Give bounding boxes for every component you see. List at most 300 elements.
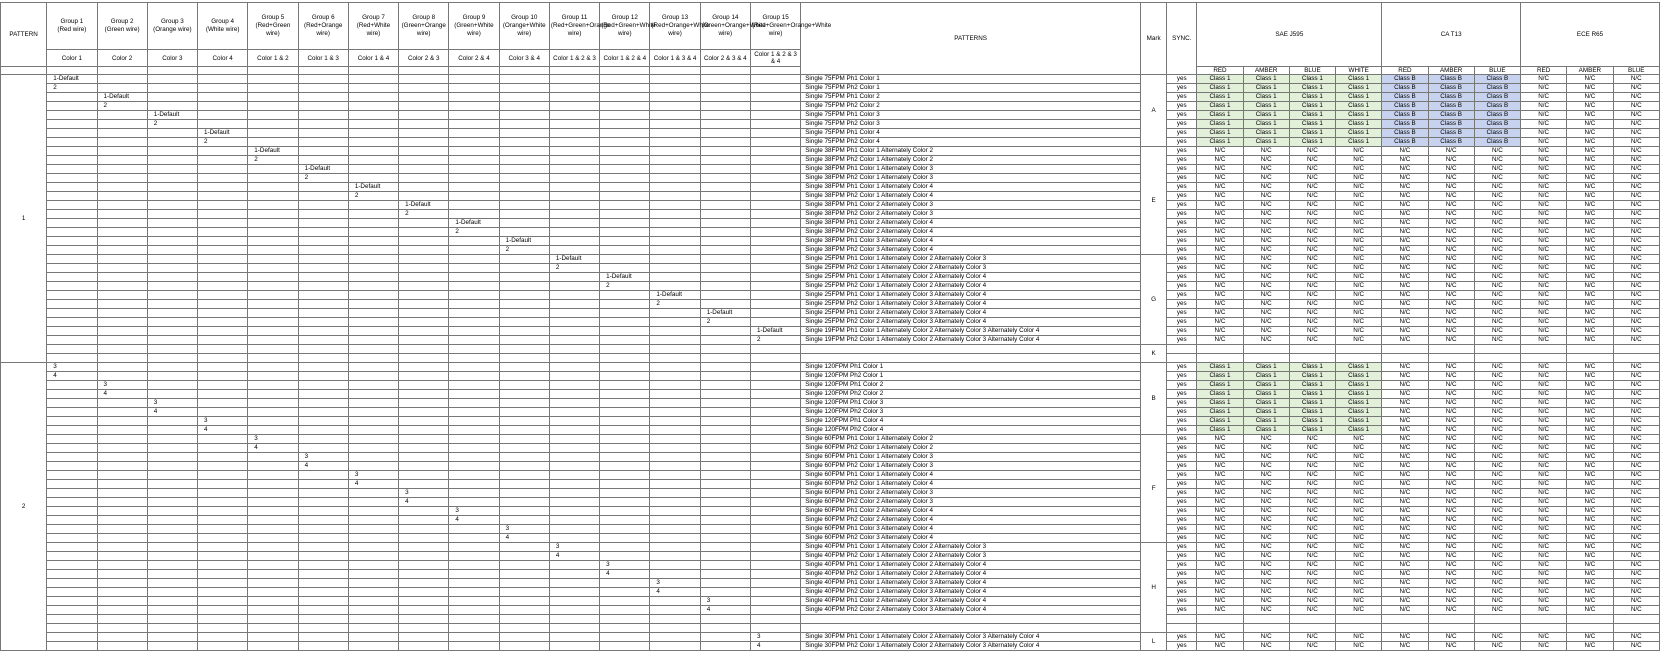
group-cell xyxy=(499,417,549,426)
pattern-description: Single 60FPM Ph1 Color 3 Alternately Color 4 xyxy=(801,525,1141,534)
group-cell xyxy=(449,390,499,399)
group-cell xyxy=(700,570,750,579)
mark-letter: B xyxy=(1141,363,1167,435)
group-cell xyxy=(399,507,449,516)
group-cell xyxy=(600,219,650,228)
group-cell xyxy=(750,183,800,192)
group-cell xyxy=(97,498,147,507)
compliance-value: N/C xyxy=(1382,300,1428,309)
group-cell xyxy=(499,462,549,471)
compliance-value: N/C xyxy=(1474,606,1520,615)
compliance-value: Class 1 xyxy=(1289,390,1335,399)
group-cell xyxy=(298,255,348,264)
group-cell xyxy=(198,516,248,525)
compliance-value: N/C xyxy=(1428,453,1474,462)
group-cell xyxy=(449,129,499,138)
group-cell xyxy=(248,363,298,372)
group-cell xyxy=(399,453,449,462)
compliance-value: N/C xyxy=(1336,435,1382,444)
group-cell xyxy=(750,228,800,237)
compliance-value xyxy=(1521,624,1567,633)
group-cell xyxy=(600,408,650,417)
group-title: Group 10 xyxy=(511,14,538,21)
group-cell xyxy=(499,435,549,444)
group-cell xyxy=(499,282,549,291)
group-cell xyxy=(298,183,348,192)
group-cell xyxy=(449,147,499,156)
group-cell xyxy=(198,606,248,615)
compliance-value: N/C xyxy=(1289,561,1335,570)
compliance-value xyxy=(1474,624,1520,633)
group-cell xyxy=(750,615,800,624)
compliance-value: N/C xyxy=(1382,408,1428,417)
group-cell xyxy=(47,129,97,138)
group-cell xyxy=(549,363,599,372)
group-cell xyxy=(700,552,750,561)
group-cell xyxy=(348,102,398,111)
group-cell xyxy=(549,156,599,165)
group-cell xyxy=(750,147,800,156)
group-cell xyxy=(700,354,750,363)
compliance-value: N/C xyxy=(1382,597,1428,606)
compliance-value: N/C xyxy=(1521,255,1567,264)
group-title: Group 6 xyxy=(311,14,335,21)
sync-value: yes xyxy=(1167,543,1197,552)
group-spacer xyxy=(549,67,599,75)
compliance-value: Class 1 xyxy=(1336,426,1382,435)
group-cell xyxy=(600,642,650,651)
group-cell xyxy=(97,516,147,525)
group-cell xyxy=(97,525,147,534)
compliance-value: N/C xyxy=(1382,165,1428,174)
group-cell xyxy=(198,444,248,453)
compliance-value: N/C xyxy=(1567,516,1613,525)
pattern-spacer xyxy=(1,67,47,75)
compliance-value: N/C xyxy=(1289,534,1335,543)
table-row xyxy=(1,498,1660,507)
group-cell xyxy=(700,615,750,624)
pattern-description xyxy=(801,615,1141,624)
group-header xyxy=(600,3,656,50)
group-cell xyxy=(499,570,549,579)
group-cell xyxy=(750,390,800,399)
compliance-value: N/C xyxy=(1428,498,1474,507)
table-row xyxy=(1,174,1660,183)
group-cell: 2 xyxy=(650,300,700,309)
group-spacer xyxy=(499,67,549,75)
group-cell xyxy=(750,552,800,561)
group-cell xyxy=(348,210,398,219)
group-cell xyxy=(399,606,449,615)
compliance-value: N/C xyxy=(1243,327,1289,336)
group-cell xyxy=(248,507,298,516)
compliance-value: N/C xyxy=(1197,246,1243,255)
group-cell xyxy=(650,417,700,426)
sync-value: yes xyxy=(1167,255,1197,264)
group-cell xyxy=(449,75,499,84)
compliance-value: N/C xyxy=(1567,570,1613,579)
group-cell xyxy=(650,354,700,363)
group-cell xyxy=(97,327,147,336)
group-cell xyxy=(248,354,298,363)
compliance-value: N/C xyxy=(1521,210,1567,219)
group-cell xyxy=(147,255,197,264)
compliance-value: N/C xyxy=(1336,228,1382,237)
group-cell xyxy=(298,363,348,372)
compliance-value: Class B xyxy=(1474,102,1520,111)
compliance-value: N/C xyxy=(1428,408,1474,417)
group-cell xyxy=(298,156,348,165)
group-cell xyxy=(147,300,197,309)
compliance-value: Class B xyxy=(1474,120,1520,129)
sync-value: yes xyxy=(1167,291,1197,300)
compliance-value: N/C xyxy=(1197,579,1243,588)
group-cell xyxy=(47,417,97,426)
pattern-description: Single 38FPM Ph2 Color 1 Alternately Color 3 xyxy=(801,174,1141,183)
sync-value: yes xyxy=(1167,192,1197,201)
compliance-value: Class B xyxy=(1428,111,1474,120)
group-cell xyxy=(650,552,700,561)
sync-value: yes xyxy=(1167,453,1197,462)
pattern-description: Single 75FPM Ph1 Color 1 xyxy=(801,75,1141,84)
compliance-value: N/C xyxy=(1567,372,1613,381)
group-wire: (Red+Green+Orange+White wire) xyxy=(751,22,832,37)
group-wire: (Orange wire) xyxy=(153,26,192,33)
group-cell xyxy=(449,417,499,426)
mark-letter: H xyxy=(1141,543,1167,633)
group-cell: 3 xyxy=(399,489,449,498)
group-wire: (Orange+White wire) xyxy=(502,22,546,37)
pattern-description: Single 60FPM Ph2 Color 2 Alternately Color 3 xyxy=(801,498,1141,507)
compliance-value: N/C xyxy=(1567,147,1613,156)
group-cell xyxy=(298,507,348,516)
group-cell xyxy=(298,390,348,399)
group-cell xyxy=(600,489,650,498)
group-cell xyxy=(248,534,298,543)
compliance-value: N/C xyxy=(1521,606,1567,615)
group-cell xyxy=(348,633,398,642)
group-cell xyxy=(700,399,750,408)
pattern-description: Single 25FPM Ph2 Color 1 Alternately Color 2 Alternately Color 3 xyxy=(801,264,1141,273)
group-cell xyxy=(549,471,599,480)
compliance-value: N/C xyxy=(1474,147,1520,156)
sync-value: yes xyxy=(1167,246,1197,255)
group-cell xyxy=(97,426,147,435)
compliance-value: N/C xyxy=(1382,183,1428,192)
group-cell xyxy=(650,120,700,129)
group-cell xyxy=(600,426,650,435)
group-cell xyxy=(399,552,449,561)
sync-value: yes xyxy=(1167,633,1197,642)
compliance-value: N/C xyxy=(1289,543,1335,552)
group-cell xyxy=(248,165,298,174)
group-cell xyxy=(97,282,147,291)
compliance-value: N/C xyxy=(1613,156,1660,165)
compliance-value: N/C xyxy=(1382,435,1428,444)
group-cell xyxy=(499,291,549,300)
group-cell xyxy=(248,462,298,471)
group-cell xyxy=(700,471,750,480)
group-cell xyxy=(97,120,147,129)
table-row xyxy=(1,354,1660,363)
group-cell xyxy=(650,147,700,156)
group-cell xyxy=(499,336,549,345)
group-cell xyxy=(499,543,549,552)
compliance-value: N/C xyxy=(1613,183,1660,192)
compliance-value: N/C xyxy=(1521,642,1567,651)
group-cell xyxy=(298,120,348,129)
compliance-value: N/C xyxy=(1243,489,1289,498)
group-cell xyxy=(650,219,700,228)
group-cell xyxy=(248,381,298,390)
compliance-value: N/C xyxy=(1567,606,1613,615)
compliance-value: Class 1 xyxy=(1243,129,1289,138)
compliance-value: N/C xyxy=(1613,561,1660,570)
compliance-value: N/C xyxy=(1613,534,1660,543)
table-row xyxy=(1,390,1660,399)
table-row xyxy=(1,264,1660,273)
group-cell xyxy=(549,498,599,507)
group-cell: 4 xyxy=(97,390,147,399)
compliance-value: N/C xyxy=(1243,210,1289,219)
compliance-value: N/C xyxy=(1428,237,1474,246)
compliance-value: N/C xyxy=(1197,237,1243,246)
group-cell xyxy=(650,192,700,201)
group-cell xyxy=(750,174,800,183)
group-cell xyxy=(600,93,650,102)
group-cell xyxy=(248,615,298,624)
compliance-value: N/C xyxy=(1474,507,1520,516)
table-row xyxy=(1,318,1660,327)
standard-color-header: WHITE xyxy=(1336,67,1382,75)
compliance-value: N/C xyxy=(1197,255,1243,264)
group-wire: (Red+White wire) xyxy=(356,22,391,37)
group-cell xyxy=(600,246,650,255)
compliance-value: N/C xyxy=(1336,633,1382,642)
group-cell xyxy=(147,201,197,210)
group-cell xyxy=(399,174,449,183)
group-cell xyxy=(499,507,549,516)
group-cell xyxy=(147,246,197,255)
sync-value: yes xyxy=(1167,498,1197,507)
compliance-value: Class 1 xyxy=(1243,381,1289,390)
compliance-value: N/C xyxy=(1428,633,1474,642)
group-cell xyxy=(700,426,750,435)
compliance-value: N/C xyxy=(1428,291,1474,300)
group-cell xyxy=(348,264,398,273)
group-cell xyxy=(198,462,248,471)
compliance-value: N/C xyxy=(1197,309,1243,318)
group-cell xyxy=(348,354,398,363)
group-cell xyxy=(650,327,700,336)
group-cell xyxy=(449,399,499,408)
compliance-value: N/C xyxy=(1382,633,1428,642)
group-cell xyxy=(449,435,499,444)
compliance-value: N/C xyxy=(1197,597,1243,606)
group-cell xyxy=(449,120,499,129)
compliance-value: N/C xyxy=(1289,633,1335,642)
group-cell xyxy=(47,624,97,633)
group-spacer xyxy=(348,67,398,75)
compliance-value: N/C xyxy=(1243,156,1289,165)
group-cell xyxy=(348,606,398,615)
group-cell xyxy=(499,390,549,399)
table-row xyxy=(1,165,1660,174)
group-cell xyxy=(248,426,298,435)
group-cell xyxy=(549,147,599,156)
group-cell xyxy=(750,444,800,453)
compliance-value: N/C xyxy=(1567,462,1613,471)
compliance-value: Class 1 xyxy=(1243,372,1289,381)
compliance-value: Class 1 xyxy=(1197,426,1243,435)
sync-value: yes xyxy=(1167,84,1197,93)
group-cell xyxy=(549,192,599,201)
mark-letter: E xyxy=(1141,147,1167,255)
group-cell xyxy=(147,147,197,156)
compliance-value: N/C xyxy=(1613,273,1660,282)
compliance-value: N/C xyxy=(1474,372,1520,381)
table-row xyxy=(1,255,1660,264)
group-cell xyxy=(198,534,248,543)
compliance-value: N/C xyxy=(1382,237,1428,246)
group-spacer xyxy=(147,67,197,75)
group-cell xyxy=(399,543,449,552)
compliance-value: N/C xyxy=(1474,291,1520,300)
group-cell xyxy=(97,75,147,84)
group-cell xyxy=(248,417,298,426)
group-cell xyxy=(600,309,650,318)
group-cell xyxy=(47,381,97,390)
compliance-value: Class 1 xyxy=(1336,390,1382,399)
group-cell xyxy=(147,93,197,102)
compliance-value: N/C xyxy=(1474,174,1520,183)
compliance-value: N/C xyxy=(1567,633,1613,642)
compliance-value: N/C xyxy=(1521,318,1567,327)
group-cell xyxy=(549,642,599,651)
group-cell xyxy=(47,264,97,273)
compliance-value: N/C xyxy=(1289,147,1335,156)
compliance-value: N/C xyxy=(1428,363,1474,372)
compliance-value: N/C xyxy=(1567,282,1613,291)
group-cell xyxy=(499,219,549,228)
compliance-value: N/C xyxy=(1289,570,1335,579)
compliance-value: N/C xyxy=(1567,237,1613,246)
sync-value: yes xyxy=(1167,588,1197,597)
group-cell xyxy=(449,426,499,435)
compliance-value: N/C xyxy=(1197,444,1243,453)
group-cell xyxy=(147,453,197,462)
group-cell xyxy=(449,534,499,543)
pattern-description: Single 60FPM Ph2 Color 1 Alternately Color 3 xyxy=(801,462,1141,471)
group-cell xyxy=(449,408,499,417)
group-cell xyxy=(650,453,700,462)
group-cell xyxy=(499,165,549,174)
group-cell xyxy=(298,138,348,147)
group-cell xyxy=(97,129,147,138)
group-cell xyxy=(750,93,800,102)
compliance-value: N/C xyxy=(1521,309,1567,318)
compliance-value: N/C xyxy=(1613,318,1660,327)
group-cell xyxy=(399,156,449,165)
group-cell xyxy=(298,246,348,255)
group-cell xyxy=(248,318,298,327)
compliance-value: N/C xyxy=(1567,165,1613,174)
group-cell xyxy=(47,102,97,111)
group-title: Group 3 xyxy=(161,18,184,25)
group-cell xyxy=(97,462,147,471)
compliance-value: N/C xyxy=(1613,192,1660,201)
compliance-value: N/C xyxy=(1336,597,1382,606)
standard-header: CA T13 xyxy=(1382,3,1521,67)
compliance-value: N/C xyxy=(1336,507,1382,516)
compliance-value: N/C xyxy=(1613,552,1660,561)
compliance-value: N/C xyxy=(1474,246,1520,255)
group-cell xyxy=(499,300,549,309)
group-cell xyxy=(549,138,599,147)
group-cell xyxy=(147,291,197,300)
group-color-label: Color 1 & 2 & 4 xyxy=(600,50,650,67)
compliance-value: N/C xyxy=(1567,291,1613,300)
group-cell xyxy=(700,138,750,147)
group-spacer xyxy=(248,67,298,75)
group-cell xyxy=(549,462,599,471)
compliance-value: Class 1 xyxy=(1289,84,1335,93)
compliance-value: N/C xyxy=(1336,192,1382,201)
group-cell xyxy=(650,156,700,165)
compliance-value: N/C xyxy=(1428,336,1474,345)
group-cell xyxy=(147,624,197,633)
group-cell xyxy=(198,363,248,372)
group-cell xyxy=(298,552,348,561)
group-cell xyxy=(147,129,197,138)
group-cell xyxy=(399,264,449,273)
group-cell xyxy=(198,642,248,651)
group-cell xyxy=(298,273,348,282)
group-cell xyxy=(750,534,800,543)
table-row xyxy=(1,579,1660,588)
group-cell xyxy=(700,417,750,426)
group-cell xyxy=(97,192,147,201)
compliance-value: N/C xyxy=(1567,588,1613,597)
compliance-value: N/C xyxy=(1521,597,1567,606)
compliance-value: N/C xyxy=(1243,633,1289,642)
group-cell xyxy=(700,444,750,453)
pattern-description: Single 120FPM Ph2 Color 3 xyxy=(801,408,1141,417)
group-cell xyxy=(700,516,750,525)
group-cell xyxy=(248,210,298,219)
group-cell xyxy=(549,273,599,282)
compliance-value: Class B xyxy=(1474,93,1520,102)
standard-color-header: RED xyxy=(1382,67,1428,75)
group-wire: (Red+Green+White wire) xyxy=(601,22,656,37)
sync-value: yes xyxy=(1167,147,1197,156)
group-cell xyxy=(499,75,549,84)
compliance-value: N/C xyxy=(1428,174,1474,183)
group-cell xyxy=(348,84,398,93)
group-cell xyxy=(47,435,97,444)
group-cell xyxy=(700,435,750,444)
pattern-description xyxy=(801,345,1141,354)
group-cell xyxy=(47,183,97,192)
group-cell xyxy=(700,588,750,597)
group-cell xyxy=(399,255,449,264)
compliance-value: Class 1 xyxy=(1243,120,1289,129)
sync-value: yes xyxy=(1167,372,1197,381)
group-cell xyxy=(348,561,398,570)
group-cell xyxy=(499,354,549,363)
group-cell xyxy=(298,201,348,210)
group-cell xyxy=(198,399,248,408)
